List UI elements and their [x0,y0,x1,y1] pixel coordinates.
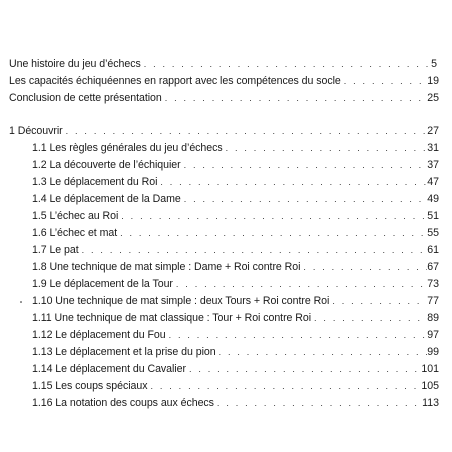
dot-leader [79,242,428,258]
toc-entry-page: 101 [421,363,439,375]
toc-entry-label: 1.11 Une technique de mat classique : Tour + Roi contre Roi [32,312,312,324]
toc-entry-section[interactable] [32,344,439,360]
toc-entry-section[interactable] [32,140,439,156]
toc-entry-label: 1.6 L’échec et mat [32,227,118,239]
toc-entry-label: 1.9 Le déplacement de la Tour [32,278,173,290]
toc-entry-page: 19 [427,75,439,87]
toc-entry-page: 25 [427,92,439,104]
toc-entry-label: 1.5 L’échec au Roi [32,210,119,222]
toc-entry-label: 1.14 Le déplacement du Cavalier [32,363,186,375]
toc-entry-page: 77 [427,295,439,307]
toc-entry-section[interactable] [32,191,439,207]
toc-entry-section[interactable] [32,361,439,377]
dot-leader [63,123,428,139]
dot-leader [166,327,428,343]
toc-entry-page: 89 [427,312,439,324]
toc-entry-label: 1.2 La découverte de l’échiquier [32,159,181,171]
dot-leader [147,378,421,394]
toc-entry-section[interactable] [32,327,439,343]
dot-leader [162,90,428,106]
dot-leader [329,293,427,309]
toc-entry-intro[interactable] [9,73,439,89]
toc-entry-section[interactable] [32,378,439,394]
toc-entry-section[interactable] [32,174,439,190]
toc-entry-section[interactable] [32,157,439,173]
toc-entry-label: 1.16 La notation des coups aux échecs [32,397,214,409]
toc-entry-label: Une histoire du jeu d’échecs [9,58,141,70]
toc-entry-label: Les capacités échiquéennes en rapport avec les compétences du socle [9,75,341,87]
dot-leader [214,395,422,411]
dot-leader [181,157,428,173]
toc-entry-label: 1.15 Les coups spéciaux [32,380,148,392]
toc-entry-label: 1.13 Le déplacement et la prise du pion [32,346,216,358]
toc-entry-page: 97 [427,329,439,341]
dot-leader [117,225,427,241]
toc-entry-page: 37 [427,159,439,171]
dot-leader [118,208,427,224]
toc-entry-intro[interactable] [9,90,439,106]
toc-entry-label: 1.4 Le déplacement de la Dame [32,193,181,205]
toc-entry-page: 99 [427,346,439,358]
toc-entry-section[interactable] [32,259,439,275]
toc-entry-label: 1.3 Le déplacement du Roi [32,176,158,188]
dot-leader [173,276,427,292]
toc-entry-page: 67 [427,261,439,273]
toc-entry-intro[interactable] [9,56,437,72]
dot-leader [341,73,427,89]
toc-entry-page: 61 [427,244,439,256]
dot-leader [157,174,427,190]
toc-entry-label: 1.7 Le pat [32,244,79,256]
toc-entry-page: 47 [427,176,439,188]
dot-leader [181,191,427,207]
toc-entry-section[interactable] [32,225,439,241]
toc-entry-label: 1.12 Le déplacement du Fou [32,329,166,341]
toc-entry-section[interactable] [32,242,439,258]
toc-entry-label: 1 Découvrir [9,125,63,137]
toc-entry-section[interactable] [32,276,439,292]
toc-entry-section[interactable] [32,310,439,326]
toc-entry-page: 55 [427,227,439,239]
dot-leader [311,310,427,326]
toc-entry-page: 5 [431,58,437,70]
dot-leader [300,259,427,275]
toc-entry-label: 1.1 Les règles générales du jeu d’échecs [32,142,223,154]
toc-entry-section[interactable] [32,293,439,309]
dot-leader [141,56,431,72]
dot-leader [186,361,421,377]
toc-entry-page: 105 [421,380,439,392]
dot-leader [223,140,428,156]
toc-entry-section[interactable] [32,395,439,411]
toc-entry-page: 31 [427,142,439,154]
toc-entry-page: 113 [422,397,439,409]
toc-entry-label: 1.8 Une technique de mat simple : Dame + Roi contre Roi [32,261,301,273]
toc-entry-page: 51 [427,210,439,222]
dot-leader [216,344,428,360]
toc-entry-section[interactable] [32,208,439,224]
toc-entry-chapter[interactable] [9,123,439,139]
toc-entry-page: 73 [427,278,439,290]
toc-entry-label: 1.10 Une technique de mat simple : deux Tours + Roi contre Roi [32,295,330,307]
print-speck [20,301,22,303]
toc-entry-label: Conclusion de cette présentation [9,92,162,104]
toc-entry-page: 27 [427,125,439,137]
toc-entry-page: 49 [427,193,439,205]
